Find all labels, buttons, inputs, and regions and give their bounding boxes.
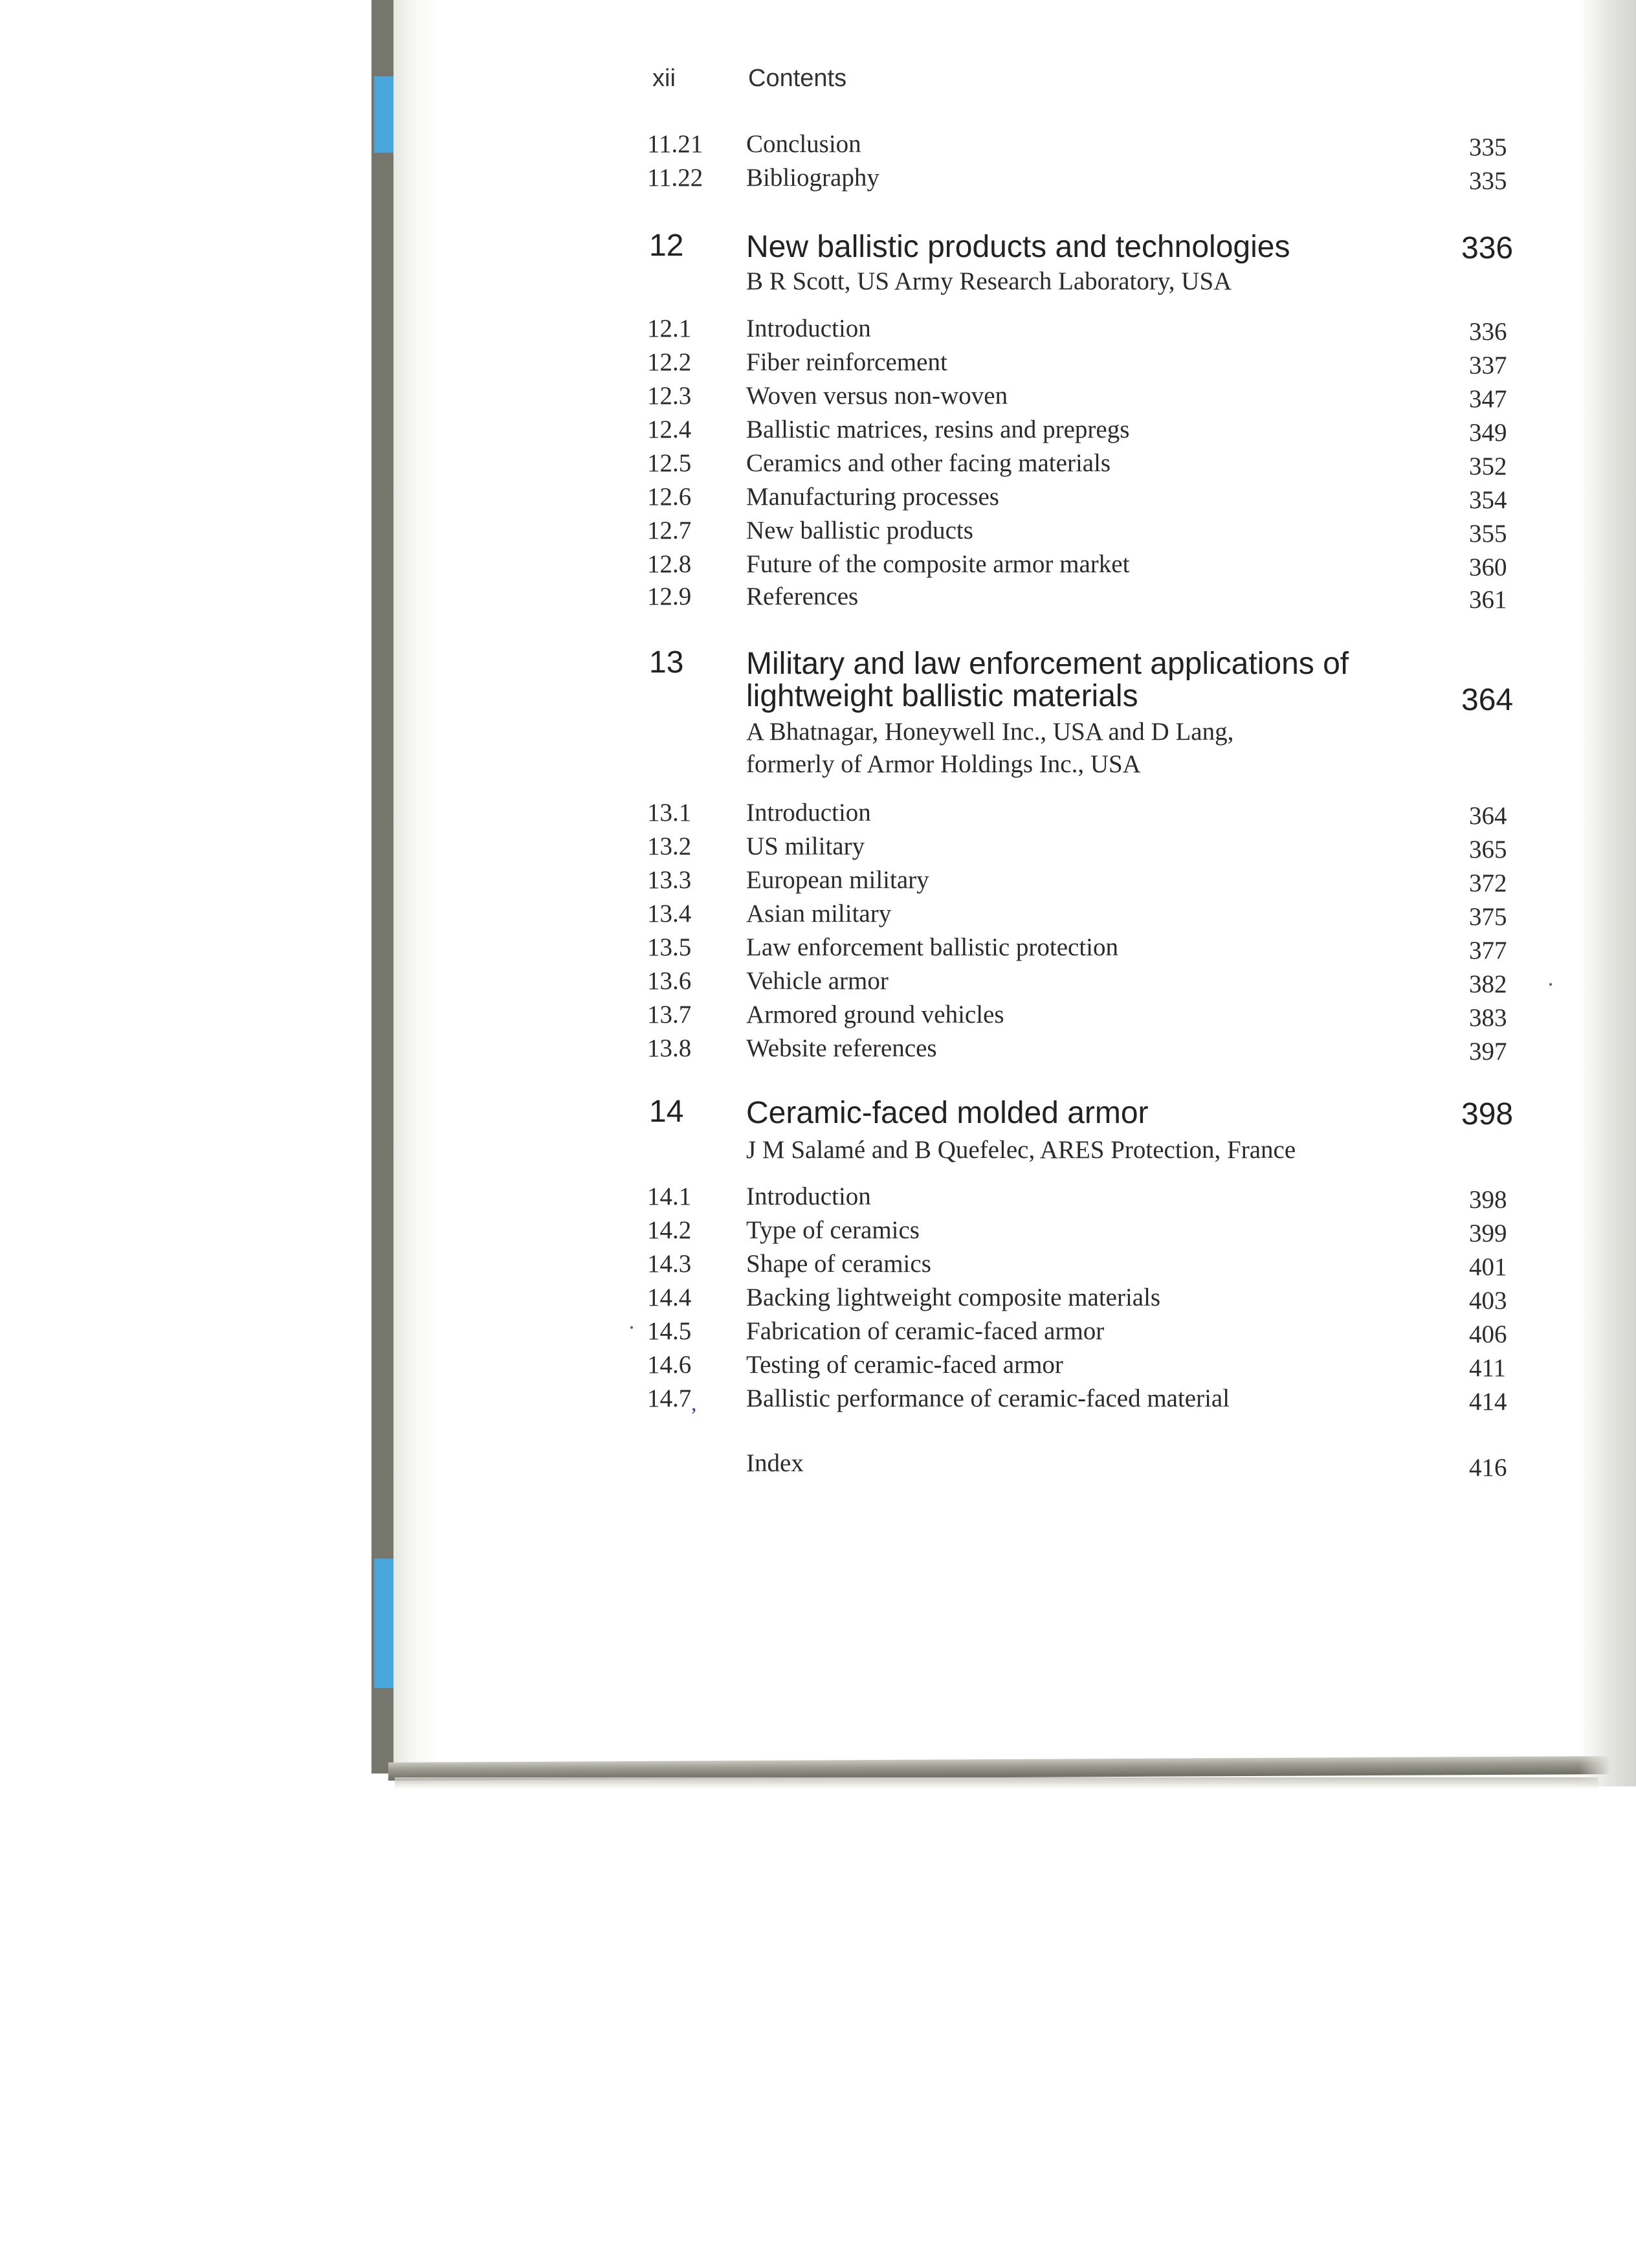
chapter-title-line-2[interactable]: lightweight ballistic materials (746, 679, 1138, 713)
toc-section-number: 11.22 (647, 164, 703, 192)
toc-section-page: 403 (1469, 1287, 1507, 1315)
scan-speck: · (1547, 972, 1554, 997)
toc-section-number: 13.6 (647, 967, 692, 995)
toc-section-title[interactable]: Fabrication of ceramic-faced armor (746, 1317, 1105, 1345)
toc-section-page: 361 (1469, 586, 1507, 614)
chapter-number: 13 (649, 645, 684, 680)
toc-section-title[interactable]: Testing of ceramic-faced armor (746, 1351, 1063, 1379)
toc-section-number: 13.2 (647, 832, 692, 860)
chapter-page: 336 (1461, 231, 1514, 265)
toc-section-page: 401 (1469, 1253, 1507, 1281)
chapter-author: B R Scott, US Army Research Laboratory, USA (746, 267, 1232, 295)
toc-section-title[interactable]: Ballistic matrices, resins and prepregs (746, 416, 1130, 443)
toc-section-page: 411 (1469, 1354, 1507, 1382)
toc-section-page: 364 (1469, 802, 1507, 830)
toc-section-page: 335 (1469, 133, 1507, 161)
chapter-title-line-1[interactable]: Military and law enforcement applications of (746, 647, 1349, 681)
toc-section-title[interactable]: Introduction (746, 315, 871, 342)
page-right-shadow (1579, 0, 1636, 1786)
toc-section-page: 335 (1469, 167, 1507, 195)
toc-section-number: 12.9 (647, 583, 692, 610)
toc-section-number: 12.3 (647, 382, 692, 410)
toc-section-number: 13.7 (647, 1001, 692, 1028)
toc-section-number: 14.2 (647, 1216, 692, 1244)
spine-tab-top (374, 76, 393, 153)
toc-section-page: 382 (1469, 970, 1507, 998)
toc-section-page: 375 (1469, 903, 1507, 931)
toc-section-number: 14.1 (647, 1183, 692, 1210)
toc-section-page: 360 (1469, 553, 1507, 581)
toc-section-page: 414 (1469, 1388, 1507, 1416)
book-spine (371, 0, 393, 1773)
toc-section-page: 397 (1469, 1038, 1507, 1065)
toc-section-page: 337 (1469, 351, 1507, 379)
chapter-title[interactable]: New ballistic products and technologies (746, 230, 1290, 264)
toc-section-title[interactable]: Woven versus non-woven (746, 382, 1008, 410)
toc-section-number: 12.2 (647, 348, 692, 376)
running-head-title: Contents (748, 65, 847, 92)
toc-section-title[interactable]: References (746, 583, 859, 610)
chapter-number: 12 (649, 228, 684, 263)
toc-section-page: 349 (1469, 419, 1507, 447)
toc-section-number: 12.7 (647, 517, 692, 544)
toc-section-title[interactable]: Ceramics and other facing materials (746, 449, 1111, 477)
toc-section-title[interactable]: Introduction (746, 1183, 871, 1210)
toc-section-title[interactable]: Future of the composite armor market (746, 550, 1130, 578)
toc-section-page: 398 (1469, 1186, 1507, 1214)
spine-tab-bottom (374, 1559, 393, 1688)
toc-section-page: 372 (1469, 869, 1507, 897)
toc-section-title[interactable]: Asian military (746, 900, 892, 928)
chapter-page: 364 (1461, 683, 1514, 717)
toc-section-page: 354 (1469, 486, 1507, 514)
chapter-author-line-2: formerly of Armor Holdings Inc., USA (746, 750, 1141, 778)
toc-section-title[interactable]: Vehicle armor (746, 967, 889, 995)
toc-section-title[interactable]: Type of ceramics (746, 1216, 920, 1244)
pen-tick-mark: , (691, 1392, 697, 1416)
chapter-author-line-1: A Bhatnagar, Honeywell Inc., USA and D Lang, (746, 718, 1234, 746)
page-bottom-shadow (395, 1777, 1598, 1789)
toc-section-number: 14.4 (647, 1284, 692, 1311)
toc-section-number: 14.3 (647, 1250, 692, 1278)
toc-section-number: 13.3 (647, 866, 692, 894)
toc-section-title[interactable]: Backing lightweight composite materials (746, 1284, 1161, 1311)
toc-section-page: 383 (1469, 1004, 1507, 1032)
toc-section-number: 13.1 (647, 799, 692, 827)
toc-section-title[interactable]: Conclusion (746, 130, 861, 158)
toc-section-page: 352 (1469, 452, 1507, 480)
toc-section-title[interactable]: European military (746, 866, 929, 894)
toc-section-title[interactable]: New ballistic products (746, 517, 973, 544)
toc-section-number: 12.5 (647, 449, 692, 477)
toc-section-title[interactable]: US military (746, 832, 865, 860)
toc-section-page: 365 (1469, 836, 1507, 863)
toc-section-number: 12.1 (647, 315, 692, 342)
toc-section-number: 14.5 (647, 1317, 692, 1345)
toc-section-number: 13.8 (647, 1034, 692, 1062)
toc-section-number: 11.21 (647, 130, 703, 158)
toc-index-page: 416 (1469, 1454, 1507, 1482)
toc-section-page: 347 (1469, 385, 1507, 413)
toc-section-title[interactable]: Website references (746, 1034, 937, 1062)
toc-section-title[interactable]: Manufacturing processes (746, 483, 999, 511)
chapter-author: J M Salamé and B Quefelec, ARES Protection, France (746, 1136, 1296, 1164)
toc-section-page: 377 (1469, 937, 1507, 964)
toc-section-title[interactable]: Introduction (746, 799, 871, 827)
toc-section-page: 399 (1469, 1219, 1507, 1247)
toc-section-number: 12.4 (647, 416, 692, 443)
running-head-page-number: xii (652, 65, 676, 92)
toc-section-number: 12.6 (647, 483, 692, 511)
toc-section-number: 13.5 (647, 933, 692, 961)
page-gutter (393, 0, 439, 1773)
toc-section-title[interactable]: Ballistic performance of ceramic-faced material (746, 1384, 1230, 1412)
toc-section-page: 336 (1469, 318, 1507, 346)
scan-speck: · (628, 1315, 636, 1340)
toc-section-number: 12.8 (647, 550, 692, 578)
toc-index-title[interactable]: Index (746, 1449, 804, 1477)
toc-section-number: 14.6 (647, 1351, 692, 1379)
toc-section-number: 14.7 (647, 1384, 692, 1412)
toc-section-page: 406 (1469, 1320, 1507, 1348)
chapter-title[interactable]: Ceramic-faced molded armor (746, 1096, 1149, 1130)
toc-section-title[interactable]: Law enforcement ballistic protection (746, 933, 1119, 961)
toc-section-title[interactable]: Armored ground vehicles (746, 1001, 1004, 1028)
chapter-number: 14 (649, 1095, 684, 1129)
toc-section-title[interactable]: Shape of ceramics (746, 1250, 931, 1278)
toc-section-title[interactable]: Bibliography (746, 164, 879, 192)
chapter-page: 398 (1461, 1097, 1514, 1131)
toc-section-title[interactable]: Fiber reinforcement (746, 348, 947, 376)
toc-section-number: 13.4 (647, 900, 692, 928)
toc-section-page: 355 (1469, 520, 1507, 548)
